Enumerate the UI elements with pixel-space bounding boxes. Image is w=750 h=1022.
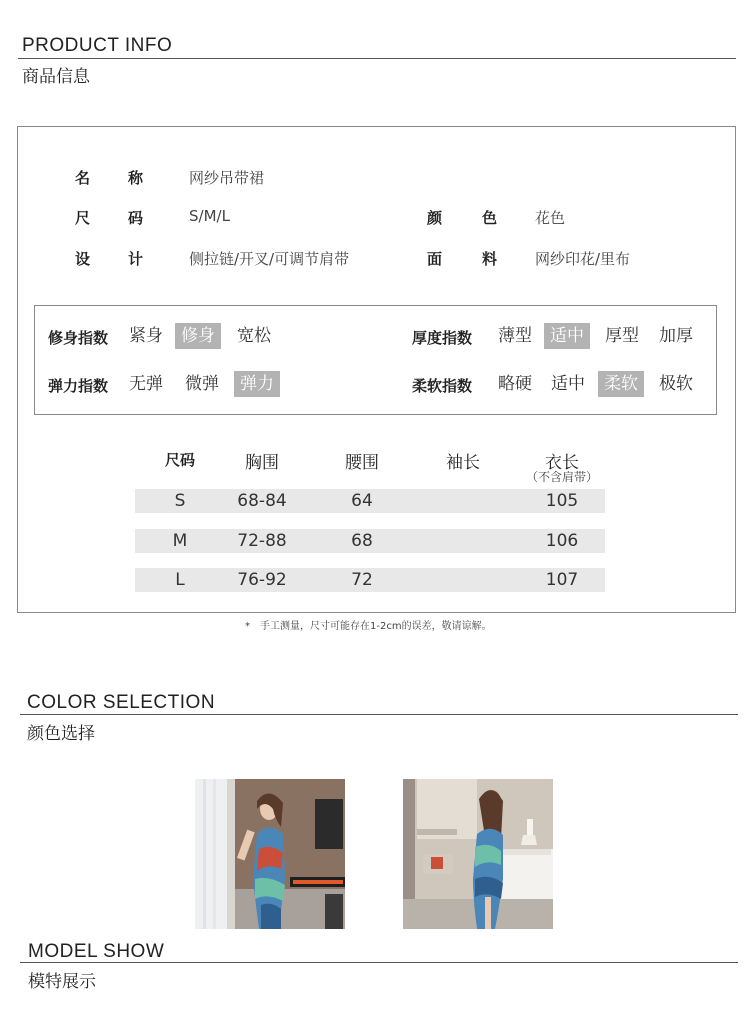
color-value: 花色 <box>535 209 566 227</box>
table-cell-length: 105 <box>545 491 579 511</box>
table-cell-length: 107 <box>545 570 579 590</box>
product-info-heading-cn: 商品信息 <box>22 67 90 87</box>
design-label-2: 计 <box>128 250 144 268</box>
color-selection-heading-en: COLOR SELECTION <box>27 692 216 713</box>
elasticity-option-none: 无弹 <box>129 374 163 394</box>
softness-option-medium: 适中 <box>551 374 585 394</box>
fit-option-loose: 宽松 <box>237 326 271 346</box>
table-cell-bust: 68-84 <box>237 491 287 511</box>
table-cell-size: M <box>172 531 188 551</box>
table-row <box>135 529 605 553</box>
color-label-1: 颜 <box>427 209 443 227</box>
section-divider <box>20 714 738 715</box>
table-cell-size: L <box>175 570 185 590</box>
model-show-heading-en: MODEL SHOW <box>28 941 165 962</box>
size-label-1: 尺 <box>75 209 91 227</box>
model-show-heading-cn: 模特展示 <box>28 972 96 992</box>
measurement-note: * 手工测量，尺寸可能存在1-2cm的误差，敬请谅解。 <box>245 621 492 632</box>
softness-option-very-soft: 极软 <box>659 374 693 394</box>
size-table-header-size: 尺码 <box>164 451 195 469</box>
table-cell-waist: 68 <box>351 531 373 551</box>
color-selection-heading-cn: 颜色选择 <box>27 724 95 744</box>
thickness-option-thin: 薄型 <box>498 326 532 346</box>
model-photo-front[interactable] <box>195 779 345 929</box>
fabric-value: 网纱印花/里布 <box>535 250 631 268</box>
name-value: 网纱吊带裙 <box>189 169 265 187</box>
model-photo-front-image <box>195 779 345 929</box>
model-photo-back-image <box>403 779 553 929</box>
section-divider <box>18 58 736 59</box>
size-table-header-note: （不含肩带） <box>525 470 598 484</box>
fabric-label-2: 料 <box>482 250 498 268</box>
table-row <box>135 568 605 592</box>
size-value: S/M/L <box>189 207 230 225</box>
thickness-option-medium-selected: 适中 <box>544 323 590 349</box>
thickness-option-thick: 厚型 <box>605 326 639 346</box>
table-cell-bust: 76-92 <box>237 570 287 590</box>
name-label-2: 称 <box>128 169 144 187</box>
table-cell-waist: 64 <box>351 491 373 511</box>
table-cell-waist: 72 <box>351 570 373 590</box>
size-table-header-waist: 腰围 <box>345 453 379 473</box>
size-table-header-sleeve: 袖长 <box>446 453 480 473</box>
elasticity-option-slight: 微弹 <box>185 374 219 394</box>
design-label-1: 设 <box>75 250 91 268</box>
product-info-heading-en: PRODUCT INFO <box>22 35 173 56</box>
color-label-2: 色 <box>482 209 498 227</box>
size-table-header-bust: 胸围 <box>245 453 279 473</box>
fabric-label-1: 面 <box>427 250 443 268</box>
softness-option-soft-selected: 柔软 <box>598 371 644 397</box>
size-label-2: 码 <box>128 209 144 227</box>
thickness-index-label: 厚度指数 <box>412 329 473 347</box>
thickness-option-extra-thick: 加厚 <box>659 326 693 346</box>
section-divider <box>20 962 738 963</box>
design-value: 侧拉链/开叉/可调节肩带 <box>189 250 350 268</box>
size-table-header-length: 衣长 <box>545 453 579 473</box>
model-photo-back[interactable] <box>403 779 553 929</box>
fit-index-label: 修身指数 <box>48 329 109 347</box>
index-box <box>34 305 717 415</box>
table-cell-length: 106 <box>545 531 579 551</box>
elasticity-option-stretch-selected: 弹力 <box>234 371 280 397</box>
softness-option-firm: 略硬 <box>498 374 532 394</box>
table-cell-bust: 72-88 <box>237 531 287 551</box>
softness-index-label: 柔软指数 <box>412 377 473 395</box>
elasticity-index-label: 弹力指数 <box>48 377 109 395</box>
fit-option-slim-selected: 修身 <box>175 323 221 349</box>
table-cell-size: S <box>174 491 186 511</box>
fit-option-tight: 紧身 <box>129 326 163 346</box>
name-label-1: 名 <box>75 169 91 187</box>
table-row <box>135 489 605 513</box>
